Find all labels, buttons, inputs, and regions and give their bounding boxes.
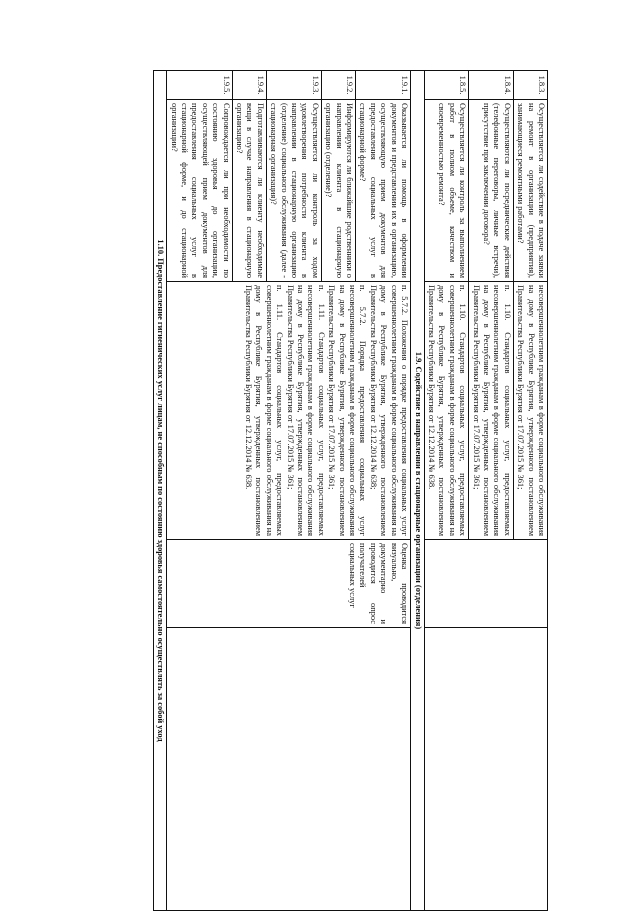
reference-cell: несовершеннолетним гражданам в форме социального обслуживания на дому в Республике Бурятия, утвержденного постановлением Правительства Республики Бурятия от 17.07.2015 № 361; [513,282,547,540]
reference-cell: п. 1.10. Стандартов социальных услуг, предоставляемых совершеннолетним гражданам в форме социального обслуживания на дому в Республике Бурятия, утвержденных постановлением Правительства Республики Бурятия от 12.12.2014 № 638. [424,282,469,540]
row-number: 1.9.4. [232,71,266,100]
row-number: 1.8.5. [424,71,469,100]
empty-cell [424,628,547,911]
question-cell: Подготавливаются ли клиенту необходимые вещи в случае направления в стационарную организацию? [232,100,266,282]
table-row [356,71,411,911]
question-cell: Сопровождается ли при необходимости по состоянию здоровья до организации, осуществляющей прием документов для предоставления социальных услуг в стационарной форме, и до стационарной организации? [167,100,232,282]
table-row [513,71,547,911]
question-cell: Осуществляются ли посреднические действия (телефонные переговоры, личные встречи), присутствие при заключении договора? [469,100,514,282]
row-number: 1.8.3. [513,71,547,100]
question-cell: Осуществляется ли контроль за выполнением работ в полном объеме, качеством и своевременностью ремонта? [424,100,469,282]
row-number: 1.9.1. [356,71,411,100]
empty-cell [167,628,411,911]
reference-text: п. 1.11. Стандартов социальных услуг, предоставляемых несовершеннолетним гражданам в форме социального обслуживания на дому в Республике Бурятия, утвержденных постановлением Правительства Республики Бурятия от 17.07.2015 № 361; [285,285,326,536]
section-heading: 1.10. Предоставление гигиенических услуг лицам, не способным по состоянию здоровья самостоятельно осуществлять за собой уход [153,71,166,911]
row-number: 1.8.4. [469,71,514,100]
section-header-row [153,71,166,911]
checklist-table [153,70,548,911]
reference-text: п. 1.11. Стандартов социальных услуг, предоставляемых совершеннолетним гражданам в форме социального обслуживания на дому в Республике Бурятия, утвержденных постановлением Правительства Республики Бурятия от 12.12.2014 № 638. [244,285,285,536]
reference-text: п. 5.7.2. Положения о порядке предоставления социальных услуг совершеннолетним гражданам в форме социального обслуживания на дому в Республике Бурятия, утвержденного постановлением Правительства Республики Бурятия от 12.12.2014 № 638; [368,285,410,536]
assessment-cell: Оценка проводится визуально, документарно и проводится опрос получателей социальных услуг [167,540,411,628]
question-cell: Оказывается ли помощь в оформлении документов и представлении их в организацию, осуществляющую прием документов для предоставления социальных услуг в стационарной форме? [356,100,411,282]
row-number: 1.9.3. [266,71,321,100]
reference-cell: п. 1.10. Стандартов социальных услуг, предоставляемых несовершеннолетним гражданам в форме социального обслуживания на дому в Республике Бурятия, утвержденных постановлением Правительства Республики Бурятия от 17.07.2015 № 361; [469,282,514,540]
reference-cell [167,282,411,540]
question-cell: Осуществляется ли содействие в подаче заявки на ремонт в организации (предприятия), занимающиеся ремонтными работами? [513,100,547,282]
section-heading: 1.9. Содействие в направлении в стационарные организации (отделения) [411,71,424,911]
row-number: 1.9.5. [167,71,232,100]
assessment-cell [424,540,547,628]
question-cell: Информируются ли ближайшие родственники о направлении клиента в стационарную организацию (отделение)? [321,100,355,282]
question-cell: Осуществляется ли контроль за ходом удовлетворения потребности клиента в направлении в стационарную организацию (отделение) социального обслуживания (далее - стационарная организация)? [266,100,321,282]
row-number: 1.9.2. [321,71,355,100]
section-header-row [411,71,424,911]
reference-text: п. 5.7.2. Порядка предоставления социальных услуг несовершеннолетним гражданам в форме социального обслуживания на дому в Республике Бурятия, утвержденного постановлением Правительства Республики Бурятия от 17.07.2015 № 361; [327,285,368,536]
